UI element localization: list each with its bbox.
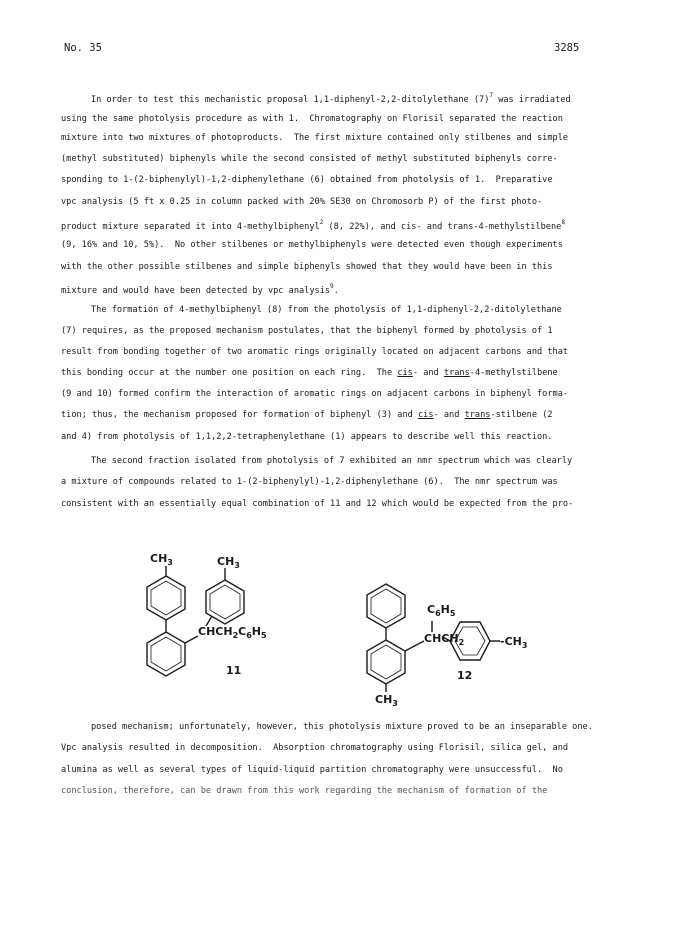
text-run: posed mechanism; unfortunately, however, this photolysis mixture proved to be an inseparable one.: [91, 722, 593, 732]
text-run: result from bonding together of two aromatic rings originally located on adjacent carbons and that: [61, 347, 569, 357]
text-run: (methyl substituted) biphenyls while the second consisted of methyl substituted biphenyls corre-: [61, 154, 558, 164]
text-run: The second fraction isolated from photolysis of 7 exhibited an nmr spectrum which was clearly: [91, 456, 573, 466]
text-run: this bonding occur at the number one position on each ring. The: [61, 368, 398, 378]
structure-11: [147, 566, 244, 676]
text-run: conclusion, therefore, can be drawn from this work regarding the mechanism of formation of the: [61, 786, 548, 796]
reference-superscript: 9: [330, 283, 334, 290]
text-run: was irradiated: [493, 95, 571, 105]
text-run: with the other possible stilbenes and simple biphenyls showed that they would have been in this: [61, 262, 553, 272]
text-run: -stilbene (2: [490, 410, 553, 420]
text-run: - and: [433, 410, 465, 420]
text-run: -4-methylstilbene: [469, 368, 558, 378]
reference-superscript: 8: [561, 219, 565, 226]
text-run: consistent with an essentially equal combination of 11 and 12 which would be expected from the pro-: [61, 499, 574, 509]
page-number: 3285: [554, 42, 580, 54]
s12-ch3-bottom: $CH_3$: [375, 693, 398, 708]
s11-ch3-left: $CH_3$: [150, 552, 173, 567]
reference-superscript: 7: [489, 92, 494, 99]
s12-number: 12: [457, 669, 473, 682]
s12-ch3-right: $-CH_3$: [500, 635, 528, 650]
underlined-term: cis: [397, 368, 413, 378]
text-run: (8, 22%), and cis- and trans-4-methylstilbene: [323, 222, 562, 232]
s11-ch3-right: $CH_3$: [217, 555, 240, 570]
text-run: (9, 16% and 10, 5%). No other stilbenes or methylbiphenyls were detected even though experiments: [61, 240, 563, 250]
text-run: using the same photolysis procedure as with 1. Chromatography on Florisil separated the reaction: [61, 114, 563, 124]
text-run: The formation of 4-methylbiphenyl (8) from the photolysis of 1,1-diphenyl-2,2-ditolylethane: [91, 305, 562, 315]
s11-chain: $CHCH_2C_6H_5$: [198, 625, 267, 640]
text-run: vpc analysis (5 ft x 0.25 in column packed with 20% SE30 on Chromosorb P) of the first photo-: [61, 197, 543, 207]
text-run: (7) requires, as the proposed mechanism postulates, that the biphenyl formed by photolysis of 1: [61, 326, 553, 336]
underlined-term: cis: [418, 410, 434, 420]
text-run: sponding to 1-(2-biphenylyl)-1,2-diphenylethane (6) obtained from photolysis of 1. Preparative: [61, 175, 553, 185]
text-run: product mixture separated it into 4-methylbiphenyl: [61, 222, 320, 232]
text-run: a mixture of compounds related to 1-(2-biphenylyl)-1,2-diphenylethane (6). The nmr spectrum was: [61, 477, 558, 487]
text-run: .: [333, 286, 339, 296]
text-run: Vpc analysis resulted in decomposition. Absorption chromatography using Florisil, silica gel, and: [61, 743, 569, 753]
text-run: and 4) from photolysis of 1,1,2,2-tetraphenylethane (1) appears to describe well this reaction.: [61, 432, 553, 442]
journal-issue: No. 35: [64, 42, 102, 54]
s12-c6h5: $C_6H_5$: [427, 603, 456, 618]
s11-number: 11: [226, 664, 242, 677]
text-run: - and: [412, 368, 444, 378]
text-run: tion; thus, the mechanism proposed for formation of biphenyl (3) and: [61, 410, 418, 420]
text-run: alumina as well as several types of liquid-liquid partition chromatography were unsuccessful. No: [61, 765, 563, 775]
text-run: mixture into two mixtures of photoproducts. The first mixture contained only stilbenes and simple: [61, 133, 569, 143]
underlined-term: trans: [443, 368, 470, 378]
text-run: In order to test this mechanistic proposal 1,1-diphenyl-2,2-ditolylethane (7): [91, 95, 490, 105]
underlined-term: trans: [464, 410, 491, 420]
s12-chain: $CHCH_2$: [424, 632, 465, 647]
text-run: (9 and 10) formed confirm the interaction of aromatic rings on adjacent carbons in biphenyl forma-: [61, 389, 569, 399]
reference-superscript: 2: [319, 219, 324, 226]
text-run: mixture and would have been detected by vpc analysis: [61, 286, 331, 296]
